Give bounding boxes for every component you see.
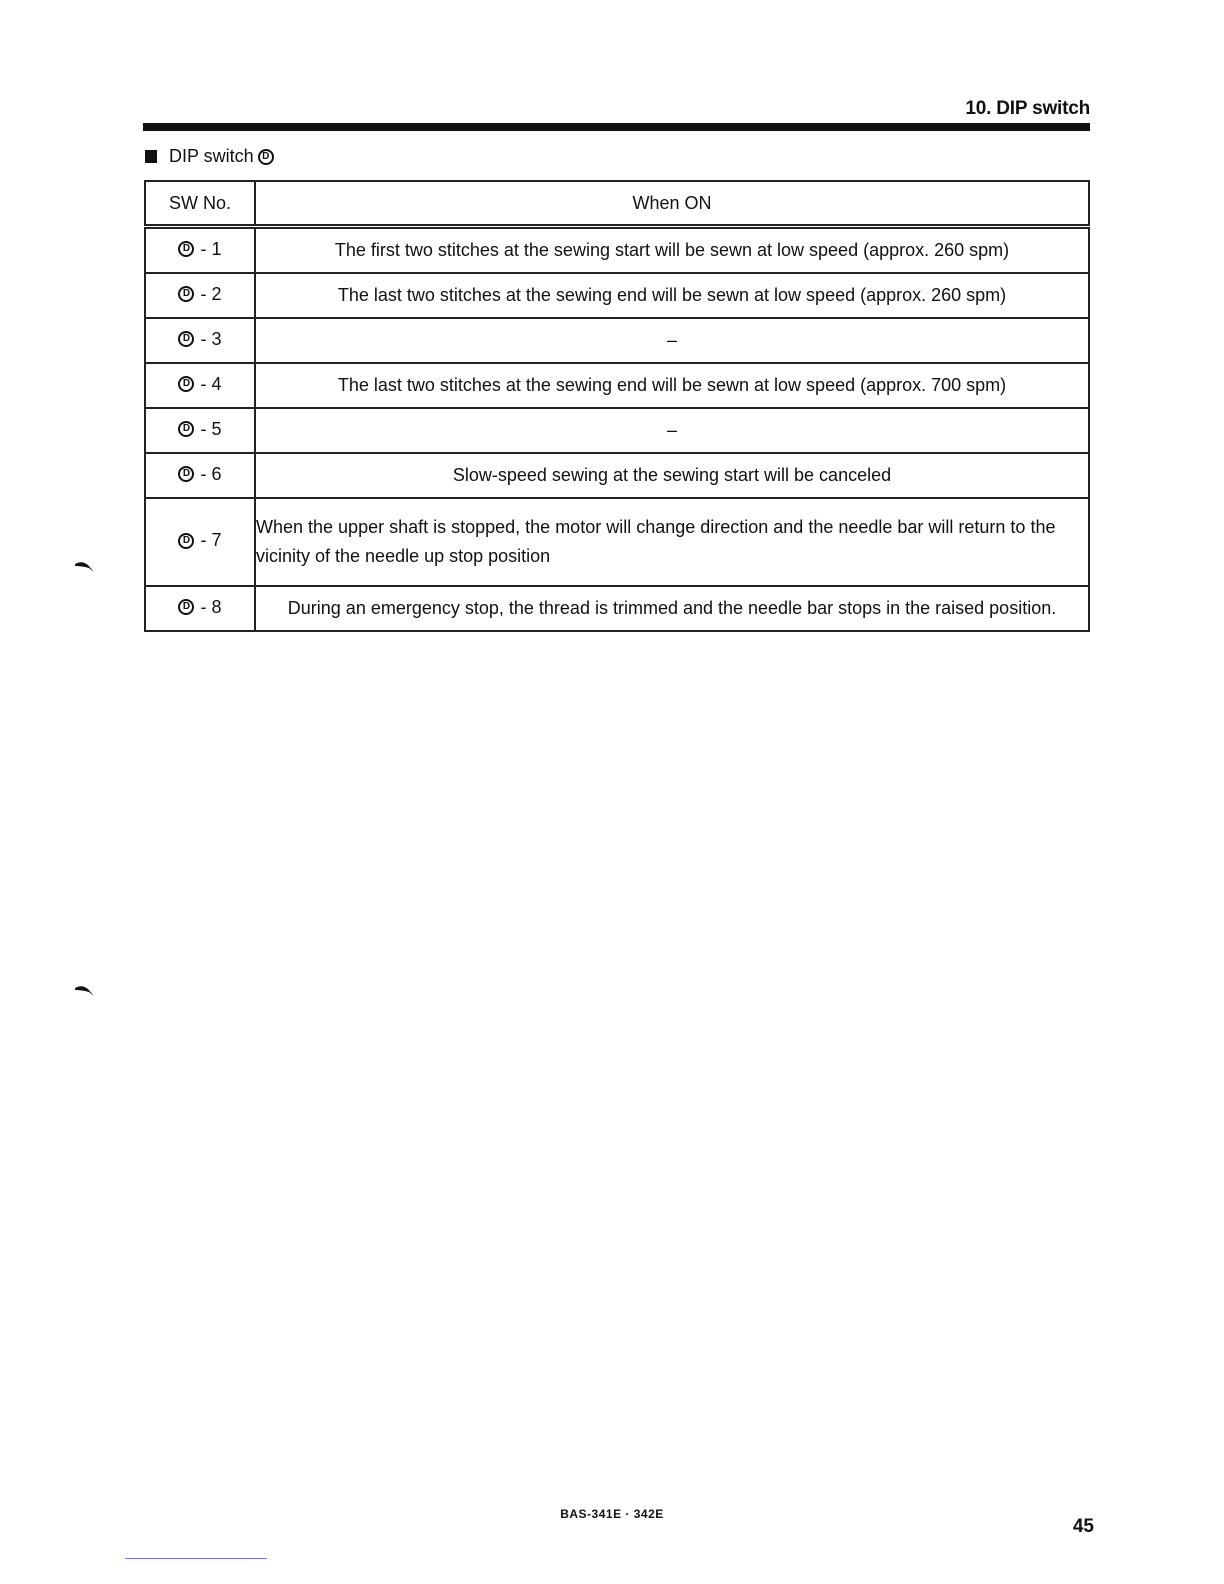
square-bullet-icon: [145, 150, 157, 163]
sw-cell: [145, 273, 255, 318]
description-cell: The last two stitches at the sewing end will be sewn at low speed (approx. 700 spm): [255, 363, 1089, 408]
circled-d-letter: D: [182, 243, 191, 255]
sw-cell: [145, 453, 255, 498]
description-cell: –: [255, 318, 1089, 363]
circled-d-letter: D: [182, 601, 191, 613]
footer-model-number: BAS-341E · 342E: [560, 1507, 664, 1521]
circled-d-icon: [178, 241, 194, 257]
page-header-title: 10. DIP switch: [965, 98, 1090, 119]
sw-number: - 7: [200, 530, 222, 551]
description-cell: The last two stitches at the sewing end will be sewn at low speed (approx. 260 spm): [255, 273, 1089, 318]
sw-number: - 3: [200, 328, 222, 349]
description-cell: During an emergency stop, the thread is trimmed and the needle bar stops in the raised position.: [255, 586, 1089, 631]
circled-d-icon: [178, 286, 194, 302]
circled-d-icon: [178, 376, 194, 392]
sw-number: - 1: [200, 238, 222, 259]
sw-cell: [145, 586, 255, 631]
sw-cell: [145, 408, 255, 453]
table-row: [145, 408, 1089, 453]
circled-d-letter: D: [182, 333, 191, 345]
table-header-row: [145, 181, 1089, 227]
sw-number: - 6: [200, 463, 222, 484]
circled-d-letter: D: [182, 423, 191, 435]
table-row: [145, 586, 1089, 631]
table-row: [145, 273, 1089, 318]
sw-number: - 8: [200, 596, 222, 617]
column-header-sw-no: SW No.: [145, 181, 255, 227]
circled-d-icon: [178, 533, 194, 549]
bottom-link-line: [125, 1558, 267, 1559]
page-number: 45: [1072, 1516, 1094, 1537]
description-cell: –: [255, 408, 1089, 453]
sw-number: - 5: [200, 418, 222, 439]
circled-d-letter: D: [182, 378, 191, 390]
circled-d-icon: [178, 421, 194, 437]
section-heading-text: DIP switch: [169, 146, 254, 166]
circled-d-letter: D: [182, 468, 191, 480]
circled-d-icon: [178, 331, 194, 347]
table-row: [145, 498, 1089, 586]
circled-d-letter: D: [182, 534, 191, 546]
circled-d-icon: [178, 466, 194, 482]
dip-switch-table: [144, 180, 1090, 632]
sw-number: - 4: [200, 373, 222, 394]
scan-artifact-mark: [74, 560, 96, 574]
circled-d-letter: D: [262, 150, 270, 162]
description-cell: [255, 498, 1089, 586]
description-line: When the upper shaft is stopped, the motor will change direction and the needle bar will return to the: [256, 517, 1056, 537]
sw-cell: [145, 498, 255, 586]
sw-cell: [145, 363, 255, 408]
description-cell: Slow-speed sewing at the sewing start will be canceled: [255, 453, 1089, 498]
sw-cell: [145, 227, 255, 274]
table-row: [145, 318, 1089, 363]
sw-number: - 2: [200, 283, 222, 304]
table-row: [145, 453, 1089, 498]
sw-cell: [145, 318, 255, 363]
circled-d-letter: D: [182, 288, 191, 300]
table-row: [145, 363, 1089, 408]
table-row: [145, 227, 1089, 274]
circled-d-icon: [178, 599, 194, 615]
column-header-when-on: When ON: [255, 181, 1089, 227]
scan-artifact-mark: [74, 984, 96, 998]
circled-d-icon: [258, 149, 274, 165]
description-cell: The first two stitches at the sewing start will be sewn at low speed (approx. 260 spm): [255, 227, 1089, 274]
description-line: vicinity of the needle up stop position: [256, 546, 551, 566]
header-rule: [143, 123, 1090, 131]
section-heading: [145, 146, 274, 167]
